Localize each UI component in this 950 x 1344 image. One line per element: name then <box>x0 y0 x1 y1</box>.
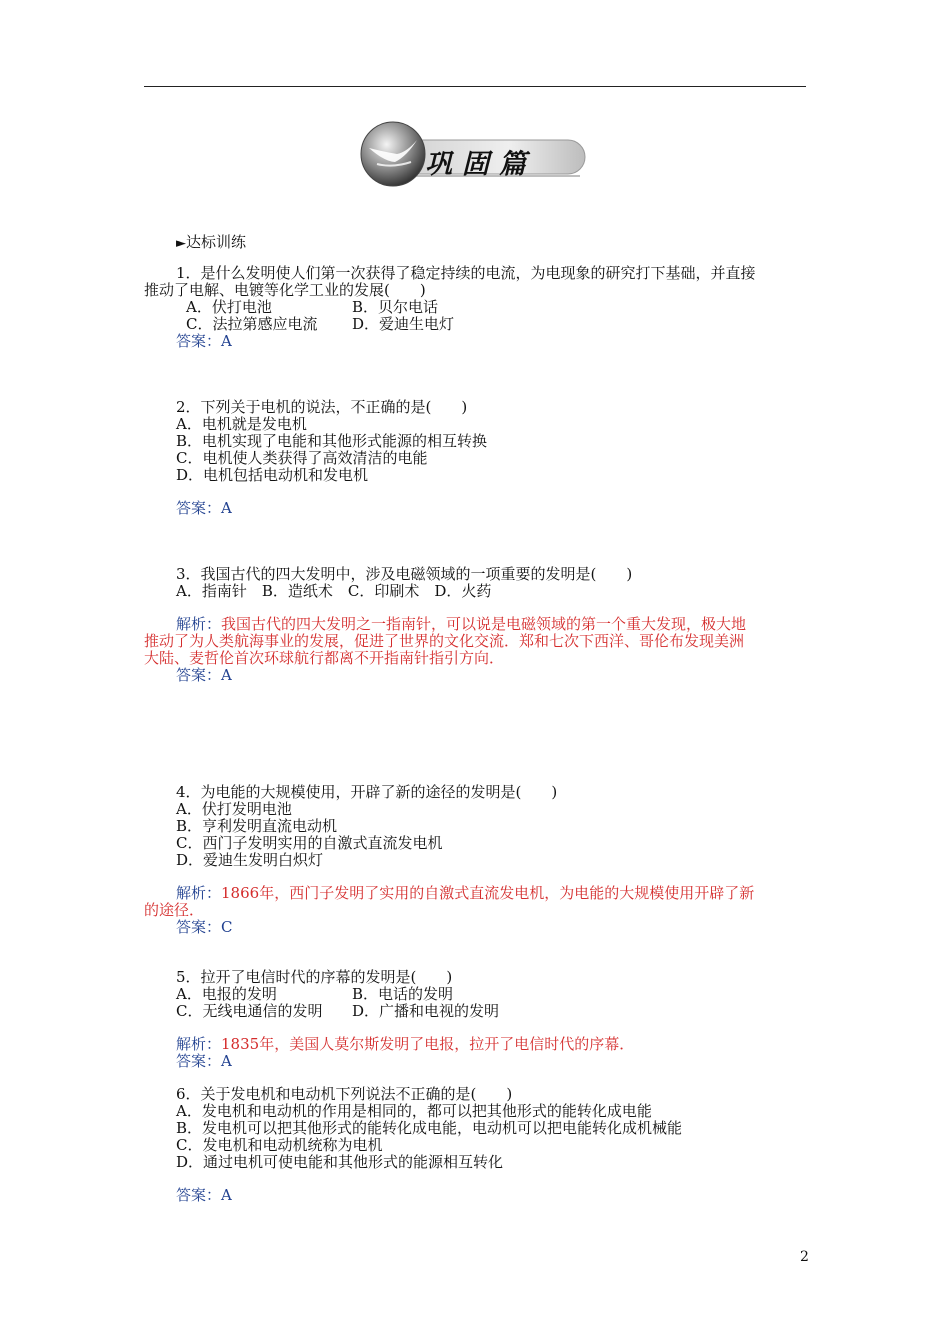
question-3-analysis-line3: 大陆、麦哲伦首次环球航行都离不开指南针指引方向． <box>144 649 505 667</box>
question-6-option-a: A．发电机和电动机的作用是相同的，都可以把其他形式的能转化成电能 <box>176 1102 652 1120</box>
question-4-analysis-label: 解析： <box>176 884 222 902</box>
question-4-option-b: B．亨利发明直流电动机 <box>176 817 338 835</box>
question-3 <box>144 565 816 684</box>
question-5-option-a: A．电报的发明 <box>176 985 277 1003</box>
question-4-option-c: C．西门子发明实用的自激式直流发电机 <box>176 834 443 852</box>
question-4-analysis <box>144 884 816 919</box>
question-4-stem: 4．为电能的大规模使用，开辟了新的途径的发明是( ) <box>176 783 558 801</box>
question-6 <box>176 1086 816 1204</box>
question-2-answer: 答案：A <box>176 499 232 517</box>
question-3-analysis <box>144 615 816 667</box>
question-1-answer: 答案：A <box>176 332 232 350</box>
question-6-answer: 答案：A <box>176 1186 232 1204</box>
question-1-option-d: D．爱迪生电灯 <box>352 315 455 333</box>
question-1-options-row1 <box>186 299 816 316</box>
question-5-analysis-label: 解析： <box>176 1035 222 1053</box>
question-1-option-b: B．贝尔电话 <box>352 298 439 316</box>
question-2-stem: 2．下列关于电机的说法，不正确的是( ) <box>176 398 468 416</box>
question-4-option-d: D．爱迪生发明白炽灯 <box>176 851 324 869</box>
section-banner <box>355 118 595 190</box>
question-2 <box>176 399 816 517</box>
question-1-options-row2 <box>186 316 816 333</box>
question-1 <box>144 264 816 350</box>
question-6-option-c: C．发电机和电动机统称为电机 <box>176 1136 383 1154</box>
question-5-options-row2 <box>176 1003 816 1020</box>
question-5-option-b: B．电话的发明 <box>352 985 454 1003</box>
question-1-stem-line2: 推动了电解、电镀等化学工业的发展( ) <box>144 281 426 299</box>
question-2-option-a: A．电机就是发电机 <box>176 415 307 433</box>
question-5-analysis-line1: 1835年，美国人莫尔斯发明了电报，拉开了电信时代的序幕． <box>221 1035 635 1053</box>
question-5 <box>176 969 816 1070</box>
question-5-option-c: C．无线电通信的发明 <box>176 1002 323 1020</box>
header-rule <box>144 86 806 87</box>
triangle-bullet-icon: ► <box>176 236 186 251</box>
question-3-analysis-line1: 我国古代的四大发明之一指南针，可以说是电磁领域的第一个重大发现，极大地 <box>221 615 747 633</box>
question-3-analysis-label: 解析： <box>176 615 222 633</box>
question-2-option-b: B．电机实现了电能和其他形式能源的相互转换 <box>176 432 488 450</box>
question-3-analysis-line2: 推动了为人类航海事业的发展，促进了世界的文化交流．郑和七次下西洋、哥伦布发现美洲 <box>144 632 745 650</box>
question-5-stem: 5．拉开了电信时代的序幕的发明是( ) <box>176 968 453 986</box>
question-5-options-row1 <box>176 986 816 1003</box>
question-4-analysis-line2: 的途径． <box>144 901 205 919</box>
question-3-stem: 3．我国古代的四大发明中，涉及电磁领域的一项重要的发明是( ) <box>176 565 633 583</box>
question-6-option-d: D．通过电机可使电能和其他形式的能源相互转化 <box>176 1153 504 1171</box>
question-4 <box>144 783 816 936</box>
section-title: 达标训练 <box>186 233 247 251</box>
question-1-stem-line1: 1．是什么发明使人们第一次获得了稳定持续的电流，为电现象的研究打下基础，并直接 <box>176 264 756 282</box>
question-1-option-c: C．法拉第感应电流 <box>186 315 318 333</box>
question-6-option-b: B．发电机可以把其他形式的能转化成电能，电动机可以把电能转化成机械能 <box>176 1119 683 1137</box>
section-header <box>176 231 246 252</box>
question-3-answer: 答案：A <box>176 666 232 684</box>
banner-title: 巩固篇 <box>425 149 536 180</box>
question-5-option-d: D．广播和电视的发明 <box>352 1002 500 1020</box>
question-1-option-a: A．伏打电池 <box>186 298 272 316</box>
question-2-option-c: C．电机使人类获得了高效清洁的电能 <box>176 449 428 467</box>
question-5-analysis <box>176 1036 816 1053</box>
question-2-option-d: D．电机包括电动机和发电机 <box>176 466 369 484</box>
question-3-options: A．指南针 B．造纸术 C．印刷术 D．火药 <box>176 582 492 600</box>
question-6-stem: 6．关于发电机和电动机下列说法不正确的是( ) <box>176 1085 513 1103</box>
page-number: 2 <box>800 1249 809 1265</box>
question-4-answer: 答案：C <box>176 918 233 936</box>
question-4-analysis-line1: 1866年，西门子发明了实用的自激式直流发电机，为电能的大规模使用开辟了新 <box>221 884 755 902</box>
question-4-option-a: A．伏打发明电池 <box>176 800 292 818</box>
question-5-answer: 答案：A <box>176 1052 232 1070</box>
